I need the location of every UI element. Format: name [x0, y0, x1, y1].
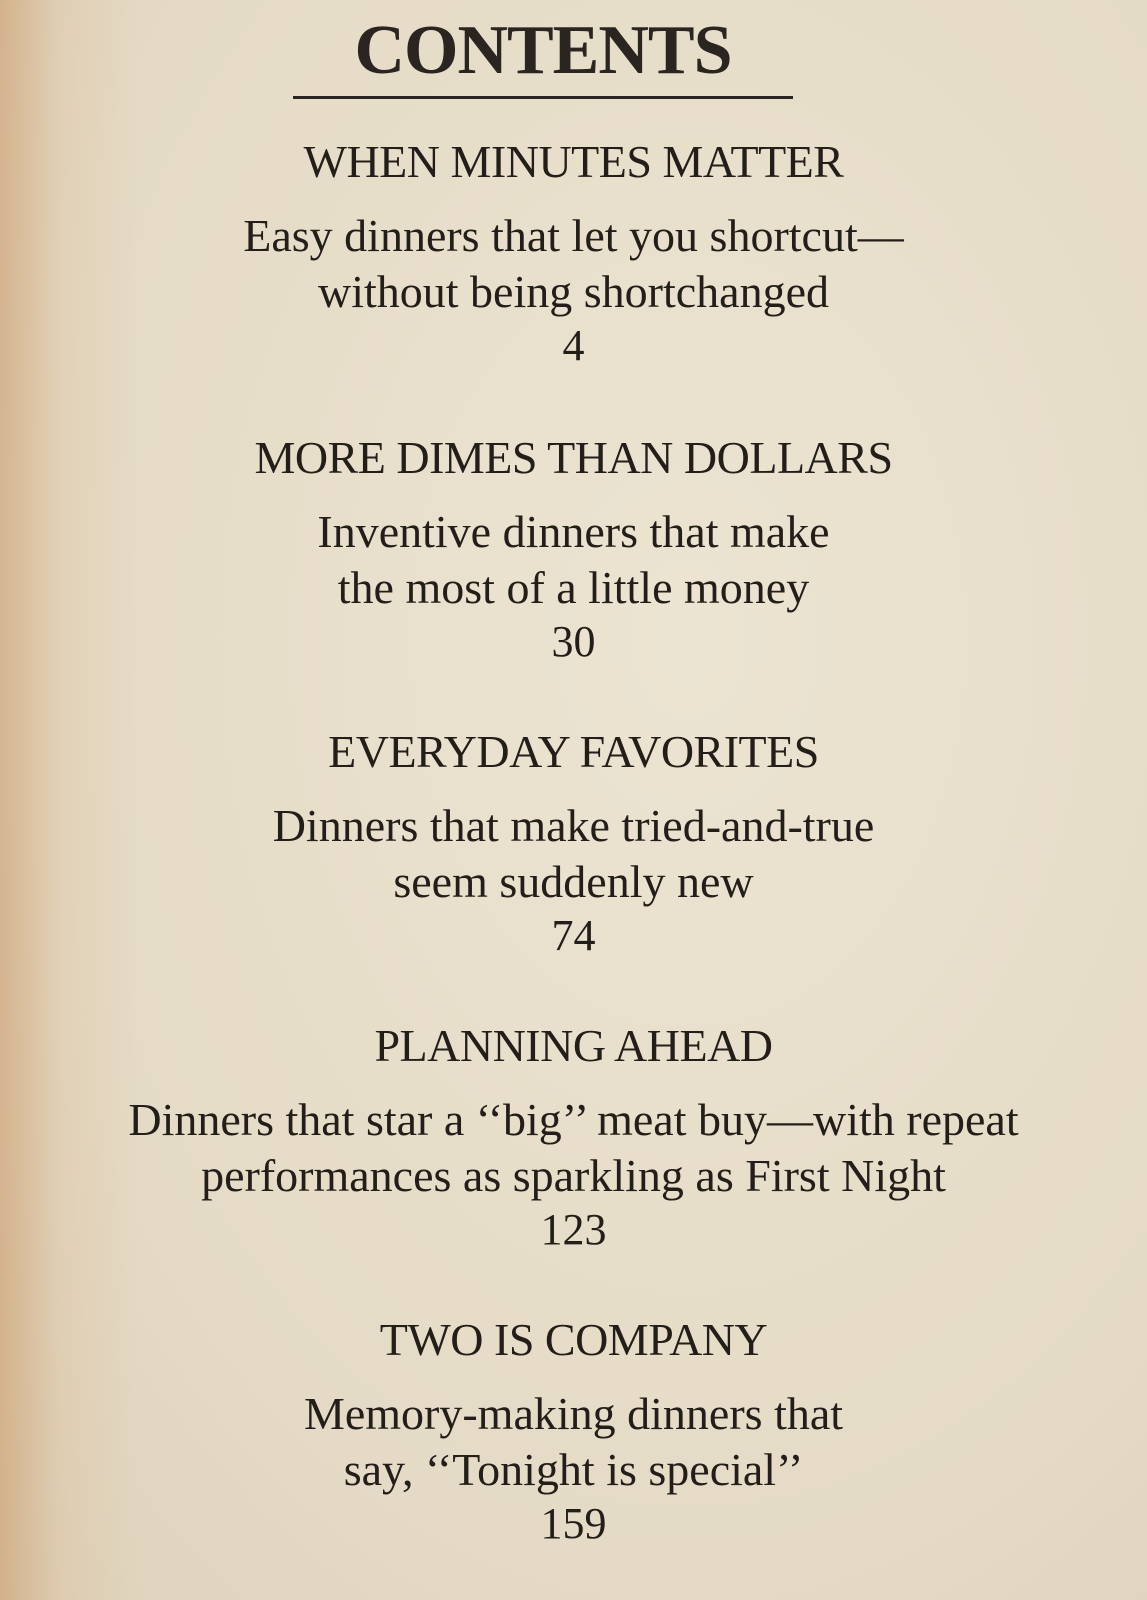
- section-description: [40, 504, 1107, 616]
- contents-heading: [290, 14, 796, 99]
- section-description-line: performances as sparkling as First Night: [201, 1150, 946, 1201]
- toc-entry-everyday-favorites[interactable]: [40, 726, 1107, 962]
- toc-entry-planning-ahead[interactable]: [40, 1020, 1107, 1256]
- toc-entry-when-minutes-matter[interactable]: [40, 136, 1107, 372]
- section-description-line: say, ‘‘Tonight is special’’: [343, 1444, 804, 1495]
- section-description-line: the most of a little money: [337, 562, 810, 613]
- section-description-line: Inventive dinners that make: [317, 506, 830, 557]
- section-description-line: Dinners that star a ‘‘big’’ meat buy—with repeat: [128, 1094, 1019, 1145]
- section-description-line: Dinners that make tried-and-true: [272, 800, 875, 851]
- section-description-line: seem suddenly new: [393, 856, 754, 907]
- section-title: WHEN MINUTES MATTER: [303, 136, 844, 187]
- section-description: [40, 1092, 1107, 1204]
- section-title: EVERYDAY FAVORITES: [328, 726, 819, 777]
- section-description: [40, 798, 1107, 910]
- toc-entry-more-dimes-than-dollars[interactable]: [40, 432, 1107, 668]
- toc-entry-two-is-company[interactable]: [40, 1314, 1107, 1550]
- section-description-line: Memory-making dinners that: [303, 1388, 844, 1439]
- page-title: CONTENTS: [354, 12, 732, 89]
- section-page-number: 30: [551, 617, 596, 666]
- section-description-line: Easy dinners that let you shortcut—: [243, 210, 904, 261]
- section-page-number: 74: [551, 911, 596, 960]
- section-page-number: 4: [562, 321, 585, 370]
- section-title: PLANNING AHEAD: [374, 1020, 773, 1071]
- section-page-number: 159: [540, 1499, 607, 1548]
- section-page-number: 123: [540, 1205, 607, 1254]
- section-description: [40, 208, 1107, 320]
- section-title: MORE DIMES THAN DOLLARS: [254, 432, 893, 483]
- section-title: TWO IS COMPANY: [379, 1314, 768, 1365]
- section-description: [40, 1386, 1107, 1498]
- title-underline: [293, 96, 793, 99]
- section-description-line: without being shortchanged: [317, 266, 829, 317]
